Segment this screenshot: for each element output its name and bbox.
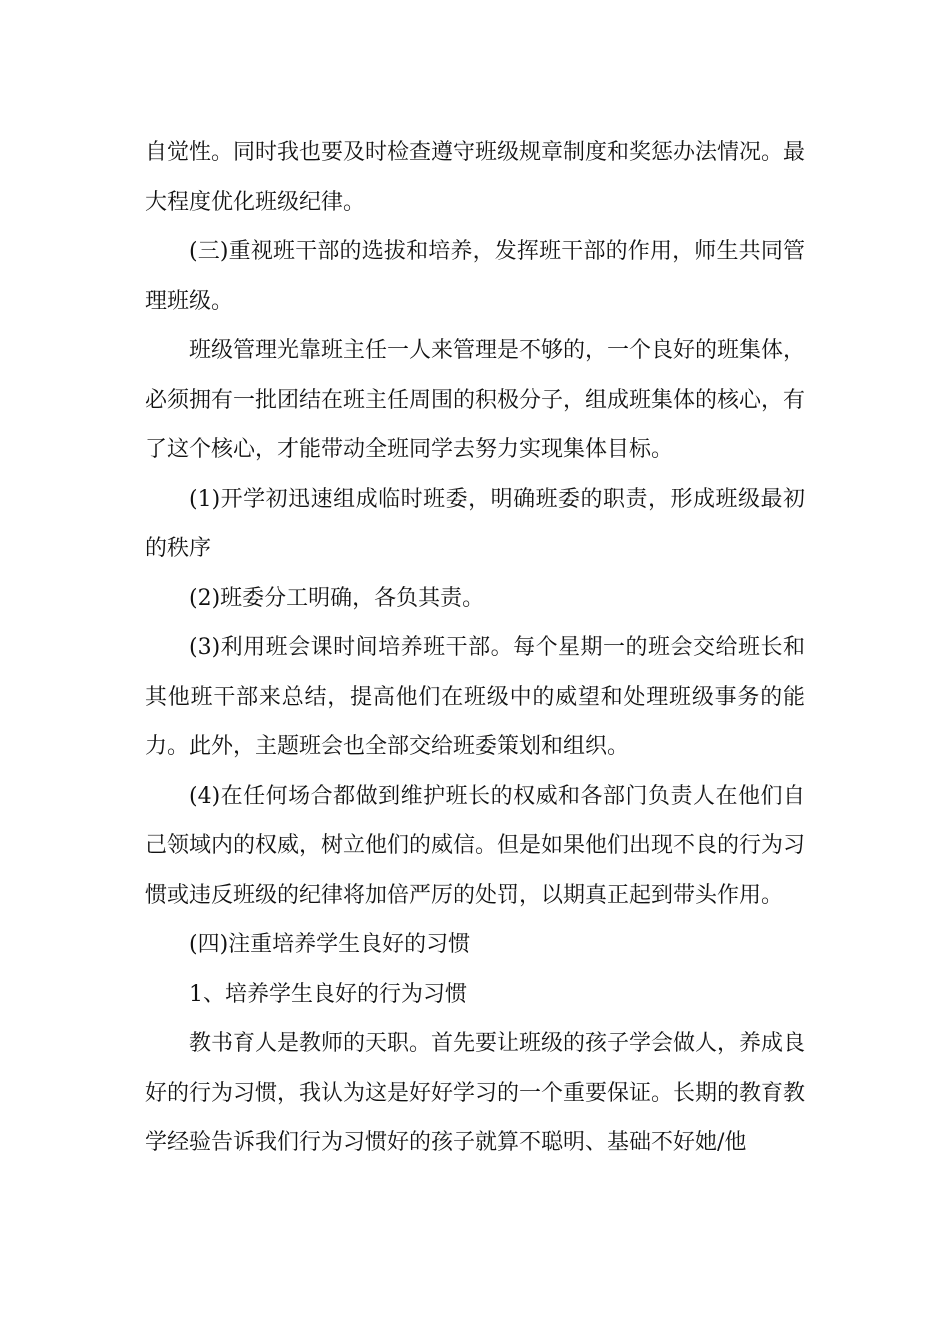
paragraph-1: 自觉性。同时我也要及时检查遵守班级规章制度和奖惩办法情况。最大程度优化班级纪律。 — [145, 140, 806, 215]
paragraph-6-item-3: (3)利用班会课时间培养班干部。每个星期一的班会交给班长和其他班干部来总结，提高他们在班级中的威望和处理班级事务的能力。此外，主题班会也全部交给班委策划和组织。 — [145, 635, 805, 759]
paragraph-9-subheading-1: 1、培养学生良好的行为习惯 — [189, 981, 467, 1007]
paragraph-7-item-4: (4)在任何场合都做到维护班长的权威和各部门负责人在他们自己领域内的权威，树立他们的威信。但是如果他们出现不良的行为习惯或违反班级的纪律将加倍严厉的处罚，以期真正起到带头作用。 — [145, 783, 806, 908]
document-body — [145, 128, 805, 1168]
paragraph-10: 教书育人是教师的天职。首先要让班级的孩子学会做人，养成良好的行为习惯，我认为这是好好学习的一个重要保证。长期的教育教学经验告诉我们行为习惯好的孩子就算不聪明、基础不好她/他 — [145, 1031, 806, 1155]
paragraph-5-item-2: (2)班委分工明确，各负其责。 — [189, 585, 485, 611]
paragraph-8-heading-4: (四)注重培养学生良好的习惯 — [189, 932, 471, 957]
paragraph-3: 班级管理光靠班主任一人来管理是不够的，一个良好的班集体，必须拥有一批团结在班主任周围的积极分子，组成班集体的核心，有了这个核心，才能带动全班同学去努力实现集体目标。 — [145, 338, 806, 462]
paragraph-4-item-1: (1)开学初迅速组成临时班委，明确班委的职责，形成班级最初的秩序 — [145, 486, 805, 561]
paragraph-2-heading-3: (三)重视班干部的选拔和培养，发挥班干部的作用，师生共同管理班级。 — [145, 239, 805, 314]
